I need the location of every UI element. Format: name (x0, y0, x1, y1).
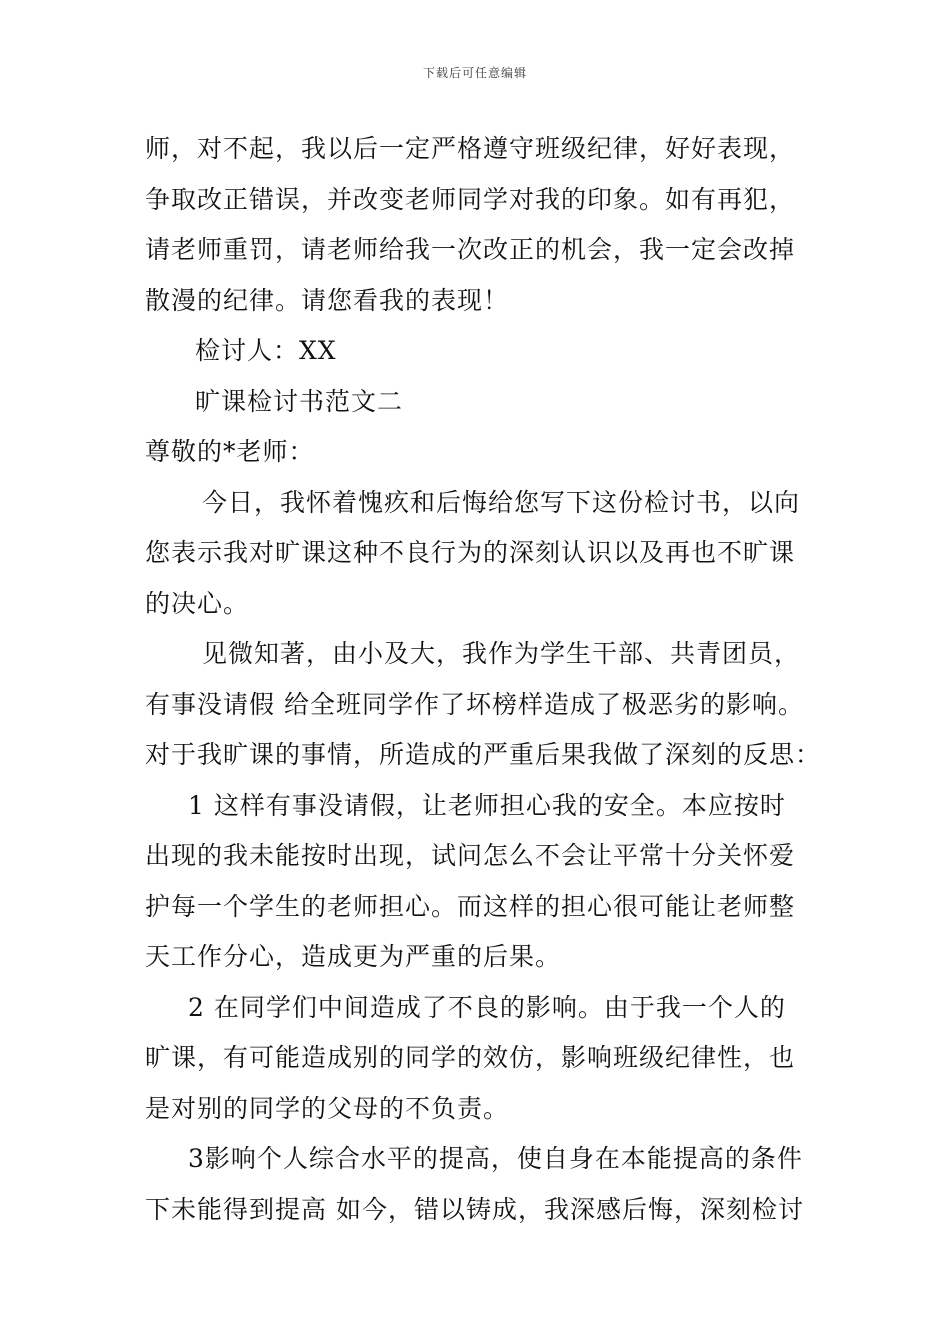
salutation: 尊敬的*老师： (145, 437, 315, 466)
page-header: 下载后可任意编辑 (422, 66, 527, 80)
text-line: 2 在同学们中间造成了不良的影响。由于我一个人的 (188, 992, 786, 1022)
section-title: 旷课检讨书范文二 (195, 386, 404, 416)
text-line: 今日，我怀着愧疚和后悔给您写下这份检讨书，以向 (202, 487, 801, 517)
text-line: 3影响个人综合水平的提高，使自身在本能提高的条件 (188, 1144, 803, 1173)
signature-line: 检讨人：XX (195, 336, 337, 365)
text-line: 师，对不起，我以后一定严格遵守班级纪律，好好表现， (145, 134, 796, 163)
text-line: 争取改正错误，并改变老师同学对我的印象。如有再犯， (145, 184, 796, 214)
text-line: 天工作分心，造成更为严重的后果。 (145, 942, 562, 971)
text-line: 出现的我未能按时出现，试问怎么不会让平常十分关怀爱 (145, 841, 796, 870)
text-line: 1 这样有事没请假，让老师担心我的安全。本应按时 (188, 790, 786, 820)
text-line: 的决心。 (145, 588, 250, 618)
text-line: 对于我旷课的事情，所造成的严重后果我做了深刻的反思： (145, 740, 822, 769)
text-line: 有事没请假 给全班同学作了坏榜样造成了极恶劣的影响。 (145, 689, 804, 719)
text-line: 请老师重罚，请老师给我一次改正的机会，我一定会改掉 (145, 235, 796, 264)
text-line: 下未能得到提高 如今，错以铸成，我深感后悔，深刻检讨 (145, 1194, 804, 1224)
text-line: 见微知著，由小及大，我作为学生干部、共青团员， (202, 639, 801, 668)
text-line: 散漫的纪律。请您看我的表现！ (145, 285, 510, 315)
text-line: 是对别的同学的父母的不负责。 (145, 1093, 510, 1123)
document-body (145, 124, 822, 1235)
text-line: 旷课，有可能造成别的同学的效仿，影响班级纪律性，也 (145, 1043, 796, 1072)
text-line: 您表示我对旷课这种不良行为的深刻认识以及再也不旷课 (145, 538, 796, 567)
text-line: 护每一个学生的老师担心。而这样的担心很可能让老师整 (145, 891, 796, 921)
